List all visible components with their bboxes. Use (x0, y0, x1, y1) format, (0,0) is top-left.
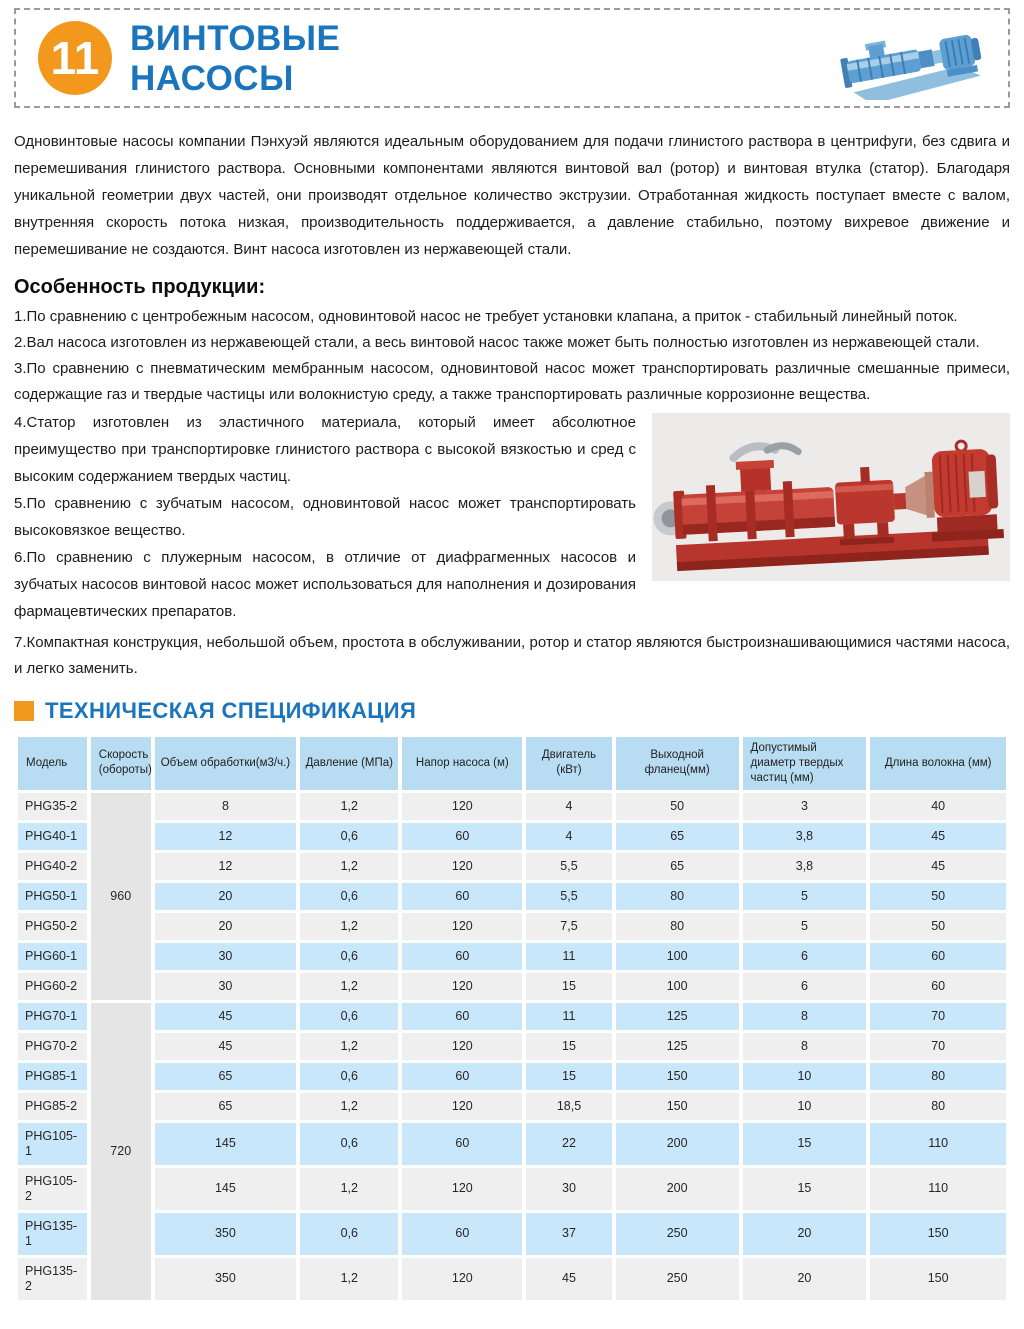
value-cell: 20 (743, 1258, 867, 1300)
value-cell: 1,2 (300, 853, 398, 880)
value-cell: 8 (743, 1033, 867, 1060)
value-cell: 60 (402, 883, 522, 910)
value-cell: 20 (155, 913, 296, 940)
model-cell: PHG40-1 (18, 823, 87, 850)
table-row (18, 823, 1006, 850)
value-cell: 120 (402, 793, 522, 820)
value-cell: 110 (870, 1168, 1006, 1210)
table-row (18, 943, 1006, 970)
feature-item-7: 7.Компактная конструкция, небольшой объем, простота в обслуживании, ротор и статор являются быстроизнашивающимися частями насоса, и легко заменить. (14, 634, 1010, 677)
page-title (130, 19, 340, 99)
model-cell: PHG40-2 (18, 853, 87, 880)
page-title-line2: НАСОСЫ (130, 59, 294, 98)
value-cell: 0,6 (300, 1123, 398, 1165)
value-cell: 0,6 (300, 1213, 398, 1255)
value-cell: 10 (743, 1093, 867, 1120)
value-cell: 60 (402, 823, 522, 850)
model-cell: PHG60-1 (18, 943, 87, 970)
value-cell: 350 (155, 1213, 296, 1255)
value-cell: 125 (616, 1003, 739, 1030)
table-row (18, 1123, 1006, 1165)
value-cell: 65 (616, 823, 739, 850)
model-cell: PHG105-2 (18, 1168, 87, 1210)
value-cell: 45 (155, 1003, 296, 1030)
value-cell: 18,5 (526, 1093, 611, 1120)
model-cell: PHG70-1 (18, 1003, 87, 1030)
value-cell: 5 (743, 883, 867, 910)
value-cell: 80 (616, 883, 739, 910)
value-cell: 150 (870, 1213, 1006, 1255)
table-header-cell: Скорость (обороты) (91, 737, 151, 790)
value-cell: 120 (402, 1033, 522, 1060)
table-header-cell: Напор насоса (м) (402, 737, 522, 790)
value-cell: 45 (870, 823, 1006, 850)
orange-square-icon (14, 701, 34, 721)
table-header-cell: Допустимый диаметр твердых частиц (мм) (743, 737, 867, 790)
value-cell: 15 (526, 1063, 611, 1090)
value-cell: 30 (526, 1168, 611, 1210)
value-cell: 8 (743, 1003, 867, 1030)
value-cell: 22 (526, 1123, 611, 1165)
table-header-cell: Давление (МПа) (300, 737, 398, 790)
table-row (18, 1003, 1006, 1030)
value-cell: 60 (402, 1003, 522, 1030)
table-header-cell: Модель (18, 737, 87, 790)
value-cell: 80 (870, 1063, 1006, 1090)
value-cell: 200 (616, 1123, 739, 1165)
table-row (18, 883, 1006, 910)
feature-item-3: 3.По сравнению с пневматическим мембранным насосом, одновинтовой насос может транспортировать различные смешанные примеси, содержащие газ и твердые частицы или волокнистую среду, а также транспортировать различные коррозионне вещества. (14, 360, 1010, 403)
value-cell: 125 (616, 1033, 739, 1060)
spec-heading: ТЕХНИЧЕСКАЯ СПЕЦИФИКАЦИЯ (45, 698, 417, 723)
value-cell: 150 (616, 1093, 739, 1120)
value-cell: 80 (616, 913, 739, 940)
value-cell: 120 (402, 973, 522, 1000)
table-header-cell: Двигатель (кВт) (526, 737, 611, 790)
value-cell: 1,2 (300, 1033, 398, 1060)
value-cell: 145 (155, 1168, 296, 1210)
value-cell: 1,2 (300, 1168, 398, 1210)
value-cell: 200 (616, 1168, 739, 1210)
feature-item-2: 2.Вал насоса изготовлен из нержавеющей стали, а весь винтовой насос также может быть полностью изготовлен из нержавеющей стали. (14, 334, 980, 351)
value-cell: 65 (155, 1093, 296, 1120)
value-cell: 45 (870, 853, 1006, 880)
section-number-badge (38, 21, 112, 95)
speed-cell: 720 (91, 1003, 151, 1300)
model-cell: PHG85-2 (18, 1093, 87, 1120)
value-cell: 12 (155, 823, 296, 850)
value-cell: 15 (526, 973, 611, 1000)
value-cell: 145 (155, 1123, 296, 1165)
value-cell: 50 (870, 913, 1006, 940)
value-cell: 250 (616, 1213, 739, 1255)
table-row (18, 793, 1006, 820)
value-cell: 7,5 (526, 913, 611, 940)
value-cell: 0,6 (300, 943, 398, 970)
model-cell: PHG105-1 (18, 1123, 87, 1165)
value-cell: 65 (616, 853, 739, 880)
value-cell: 65 (155, 1063, 296, 1090)
value-cell: 45 (155, 1033, 296, 1060)
value-cell: 120 (402, 1258, 522, 1300)
value-cell: 8 (155, 793, 296, 820)
value-cell: 120 (402, 853, 522, 880)
value-cell: 20 (743, 1213, 867, 1255)
value-cell: 20 (155, 883, 296, 910)
feature-item-4: 4.Статор изготовлен из эластичного материала, который имеет абсолютное преимущество при транспортировке глинистого раствора с высокой вязкостью и сред с высоким содержанием твердых частиц. (14, 414, 636, 485)
spec-table (14, 734, 1010, 1303)
value-cell: 0,6 (300, 1063, 398, 1090)
value-cell: 11 (526, 1003, 611, 1030)
table-header-cell: Выходной фланец(мм) (616, 737, 739, 790)
header-banner (14, 8, 1010, 108)
value-cell: 120 (402, 1093, 522, 1120)
model-cell: PHG35-2 (18, 793, 87, 820)
table-row (18, 1063, 1006, 1090)
value-cell: 70 (870, 1033, 1006, 1060)
value-cell: 0,6 (300, 1003, 398, 1030)
value-cell: 1,2 (300, 793, 398, 820)
value-cell: 120 (402, 1168, 522, 1210)
features-with-photo (14, 409, 1010, 625)
value-cell: 5,5 (526, 853, 611, 880)
blue-pump-image (834, 22, 994, 100)
model-cell: PHG60-2 (18, 973, 87, 1000)
value-cell: 30 (155, 973, 296, 1000)
value-cell: 1,2 (300, 1258, 398, 1300)
value-cell: 60 (402, 1123, 522, 1165)
feature-item-6: 6.По сравнению с плужерным насосом, в отличие от диафрагменных насосов и зубчатых насосов винтовой насос может использоваться для наполнения и дозирования фармацевтических препаратов. (14, 549, 636, 620)
value-cell: 11 (526, 943, 611, 970)
value-cell: 15 (743, 1123, 867, 1165)
value-cell: 250 (616, 1258, 739, 1300)
table-row (18, 913, 1006, 940)
value-cell: 3,8 (743, 853, 867, 880)
table-row (18, 1168, 1006, 1210)
value-cell: 60 (402, 1063, 522, 1090)
model-cell: PHG135-2 (18, 1258, 87, 1300)
value-cell: 5,5 (526, 883, 611, 910)
value-cell: 0,6 (300, 823, 398, 850)
value-cell: 60 (402, 943, 522, 970)
table-row (18, 1033, 1006, 1060)
value-cell: 110 (870, 1123, 1006, 1165)
table-row (18, 1213, 1006, 1255)
intro-paragraph: Одновинтовые насосы компании Пэнхуэй являются идеальным оборудованием для подачи глинистого раствора в центрифуги, без сдвига и перемешивания глинистого раствора. Основными компонентами являются винтовой вал (ротор) и винтовая втулка (статор). Благодаря уникальной геометрии двух частей, они производят отдельное количество экструзии. Отработанная жидкость поступает вместе с валом, внутренняя скорость потока низкая, производительность поддерживается, а давление стабильно, поэтому вихревое движение и перемешивание не создаются. Винт насоса изготовлен из нержавеющей стали. (14, 133, 1010, 258)
table-header-cell: Длина волокна (мм) (870, 737, 1006, 790)
value-cell: 150 (870, 1258, 1006, 1300)
model-cell: PHG50-2 (18, 913, 87, 940)
red-pump-image (652, 413, 1010, 581)
table-row (18, 1258, 1006, 1300)
speed-cell: 960 (91, 793, 151, 1000)
value-cell: 15 (526, 1033, 611, 1060)
spec-heading-row (14, 698, 1010, 724)
value-cell: 120 (402, 913, 522, 940)
value-cell: 30 (155, 943, 296, 970)
value-cell: 3,8 (743, 823, 867, 850)
feature-item-1: 1.По сравнению с центробежным насосом, одновинтовой насос не требует установки клапана, а приток - стабильный линейный поток. (14, 308, 958, 325)
feature-item-5: 5.По сравнению с зубчатым насосом, одновинтовой насос может транспортировать высоковязкое вещество. (14, 495, 636, 539)
value-cell: 1,2 (300, 913, 398, 940)
value-cell: 15 (743, 1168, 867, 1210)
value-cell: 0,6 (300, 883, 398, 910)
value-cell: 5 (743, 913, 867, 940)
value-cell: 50 (616, 793, 739, 820)
section-number: 11 (50, 32, 100, 84)
table-row (18, 853, 1006, 880)
value-cell: 60 (870, 943, 1006, 970)
table-header-row (18, 737, 1006, 790)
value-cell: 4 (526, 823, 611, 850)
model-cell: PHG50-1 (18, 883, 87, 910)
value-cell: 1,2 (300, 1093, 398, 1120)
value-cell: 350 (155, 1258, 296, 1300)
features-left-column (14, 409, 636, 625)
value-cell: 50 (870, 883, 1006, 910)
value-cell: 12 (155, 853, 296, 880)
value-cell: 6 (743, 973, 867, 1000)
model-cell: PHG135-1 (18, 1213, 87, 1255)
value-cell: 60 (402, 1213, 522, 1255)
value-cell: 150 (616, 1063, 739, 1090)
model-cell: PHG85-1 (18, 1063, 87, 1090)
value-cell: 100 (616, 943, 739, 970)
table-body (18, 793, 1006, 1300)
value-cell: 6 (743, 943, 867, 970)
value-cell: 80 (870, 1093, 1006, 1120)
model-cell: PHG70-2 (18, 1033, 87, 1060)
value-cell: 45 (526, 1258, 611, 1300)
value-cell: 37 (526, 1213, 611, 1255)
table-row (18, 973, 1006, 1000)
table-header-cell: Объем обработки(м3/ч.) (155, 737, 296, 790)
value-cell: 100 (616, 973, 739, 1000)
value-cell: 4 (526, 793, 611, 820)
value-cell: 3 (743, 793, 867, 820)
value-cell: 10 (743, 1063, 867, 1090)
features-heading: Особенность продукции: (14, 276, 266, 298)
table-row (18, 1093, 1006, 1120)
value-cell: 60 (870, 973, 1006, 1000)
value-cell: 40 (870, 793, 1006, 820)
value-cell: 70 (870, 1003, 1006, 1030)
value-cell: 1,2 (300, 973, 398, 1000)
page-title-line1: ВИНТОВЫЕ (130, 19, 341, 58)
